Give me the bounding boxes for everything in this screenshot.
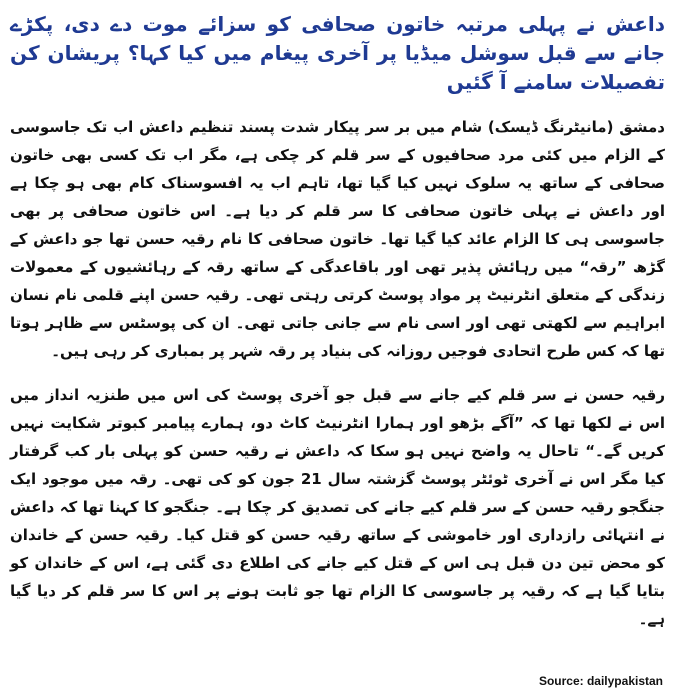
article-paragraph-2: رقیہ حسن نے سر قلم کیے جانے سے قبل جو آخری پوسٹ کی اس میں طنزیہ انداز میں اس نے لکھا تھا کہ ”آگے بڑھو اور ہمارا انٹرنیٹ کاٹ دو، ہمارے پیامبر کبوتر شکایت نہیں کریں گے۔“ تاحال یہ واضح نہیں ہو سکا کہ داعش نے رقیہ حسن کو پہلی بار کب گرفتار کیا مگر اس نے آخری ٹوئٹر پوسٹ گزشتہ سال 21 جون کو کی تھی۔ رقہ میں موجود ایک جنگجو رقیہ حسن کے سر قلم کیے جانے کی تصدیق کر چکا ہے۔ جنگجو کا کہنا تھا کہ داعش نے انتہائی رازداری اور خاموشی کے ساتھ رقیہ حسن کو قتل کیا۔ رقیہ حسن کے خاندان کو محض تین دن قبل ہی اس کے قتل کیے جانے کی اطلاع دی گئی ہے، اس کے خاندان کو بتایا گیا ہے کہ رقیہ پر جاسوسی کا الزام تھا جو ثابت ہونے پر اس کا سر قلم کر دیا گیا ہے۔ [10,386,665,628]
source-credit: Source: dailypakistan [538,674,663,688]
news-article [10,10,665,649]
article-paragraph-1: دمشق (مانیٹرنگ ڈیسک) شام میں بر سر پیکار شدت پسند تنظیم داعش اب تک جاسوسی کے الزام میں کئی مرد صحافیوں کے سر قلم کر چکی ہے، مگر اب تک کسی بھی خاتون صحافی کے ساتھ یہ سلوک نہیں کیا گیا تھا، تاہم اب یہ افسوسناک کام بھی ہو چکا ہے اور داعش نے پہلی خاتون صحافی کا سر قلم کر دیا ہے۔ اس خاتون صحافی پر بھی جاسوسی ہی کا الزام عائد کیا گیا تھا۔ خاتون صحافی کا نام رقیہ حسن تھا جو داعش کے گڑھ ”رقہ“ میں رہائش پذیر تھی اور باقاعدگی کے ساتھ رقہ کے رہائشیوں کے معمولات زندگی کے متعلق انٹرنیٹ پر مواد پوسٹ کرتی رہتی تھی۔ رقیہ حسن اپنے قلمی نام نسان ابراہیم سے لکھتی تھی اور اسی نام سے جانی جاتی تھی۔ ان کی پوسٹس سے ظاہر ہوتا تھا کہ کس طرح اتحادی فوجیں روزانہ کی بنیاد پر رقہ شہر پر بمباری کر رہی ہیں۔ [10,118,665,360]
article-headline: داعش نے پہلی مرتبہ خاتون صحافی کو سزائے موت دے دی، پکڑے جانے سے قبل سوشل میڈیا پر آخری پیغام میں کیا کہا؟ پریشان کن تفصیلات سامنے آ گئیں [10,12,665,94]
